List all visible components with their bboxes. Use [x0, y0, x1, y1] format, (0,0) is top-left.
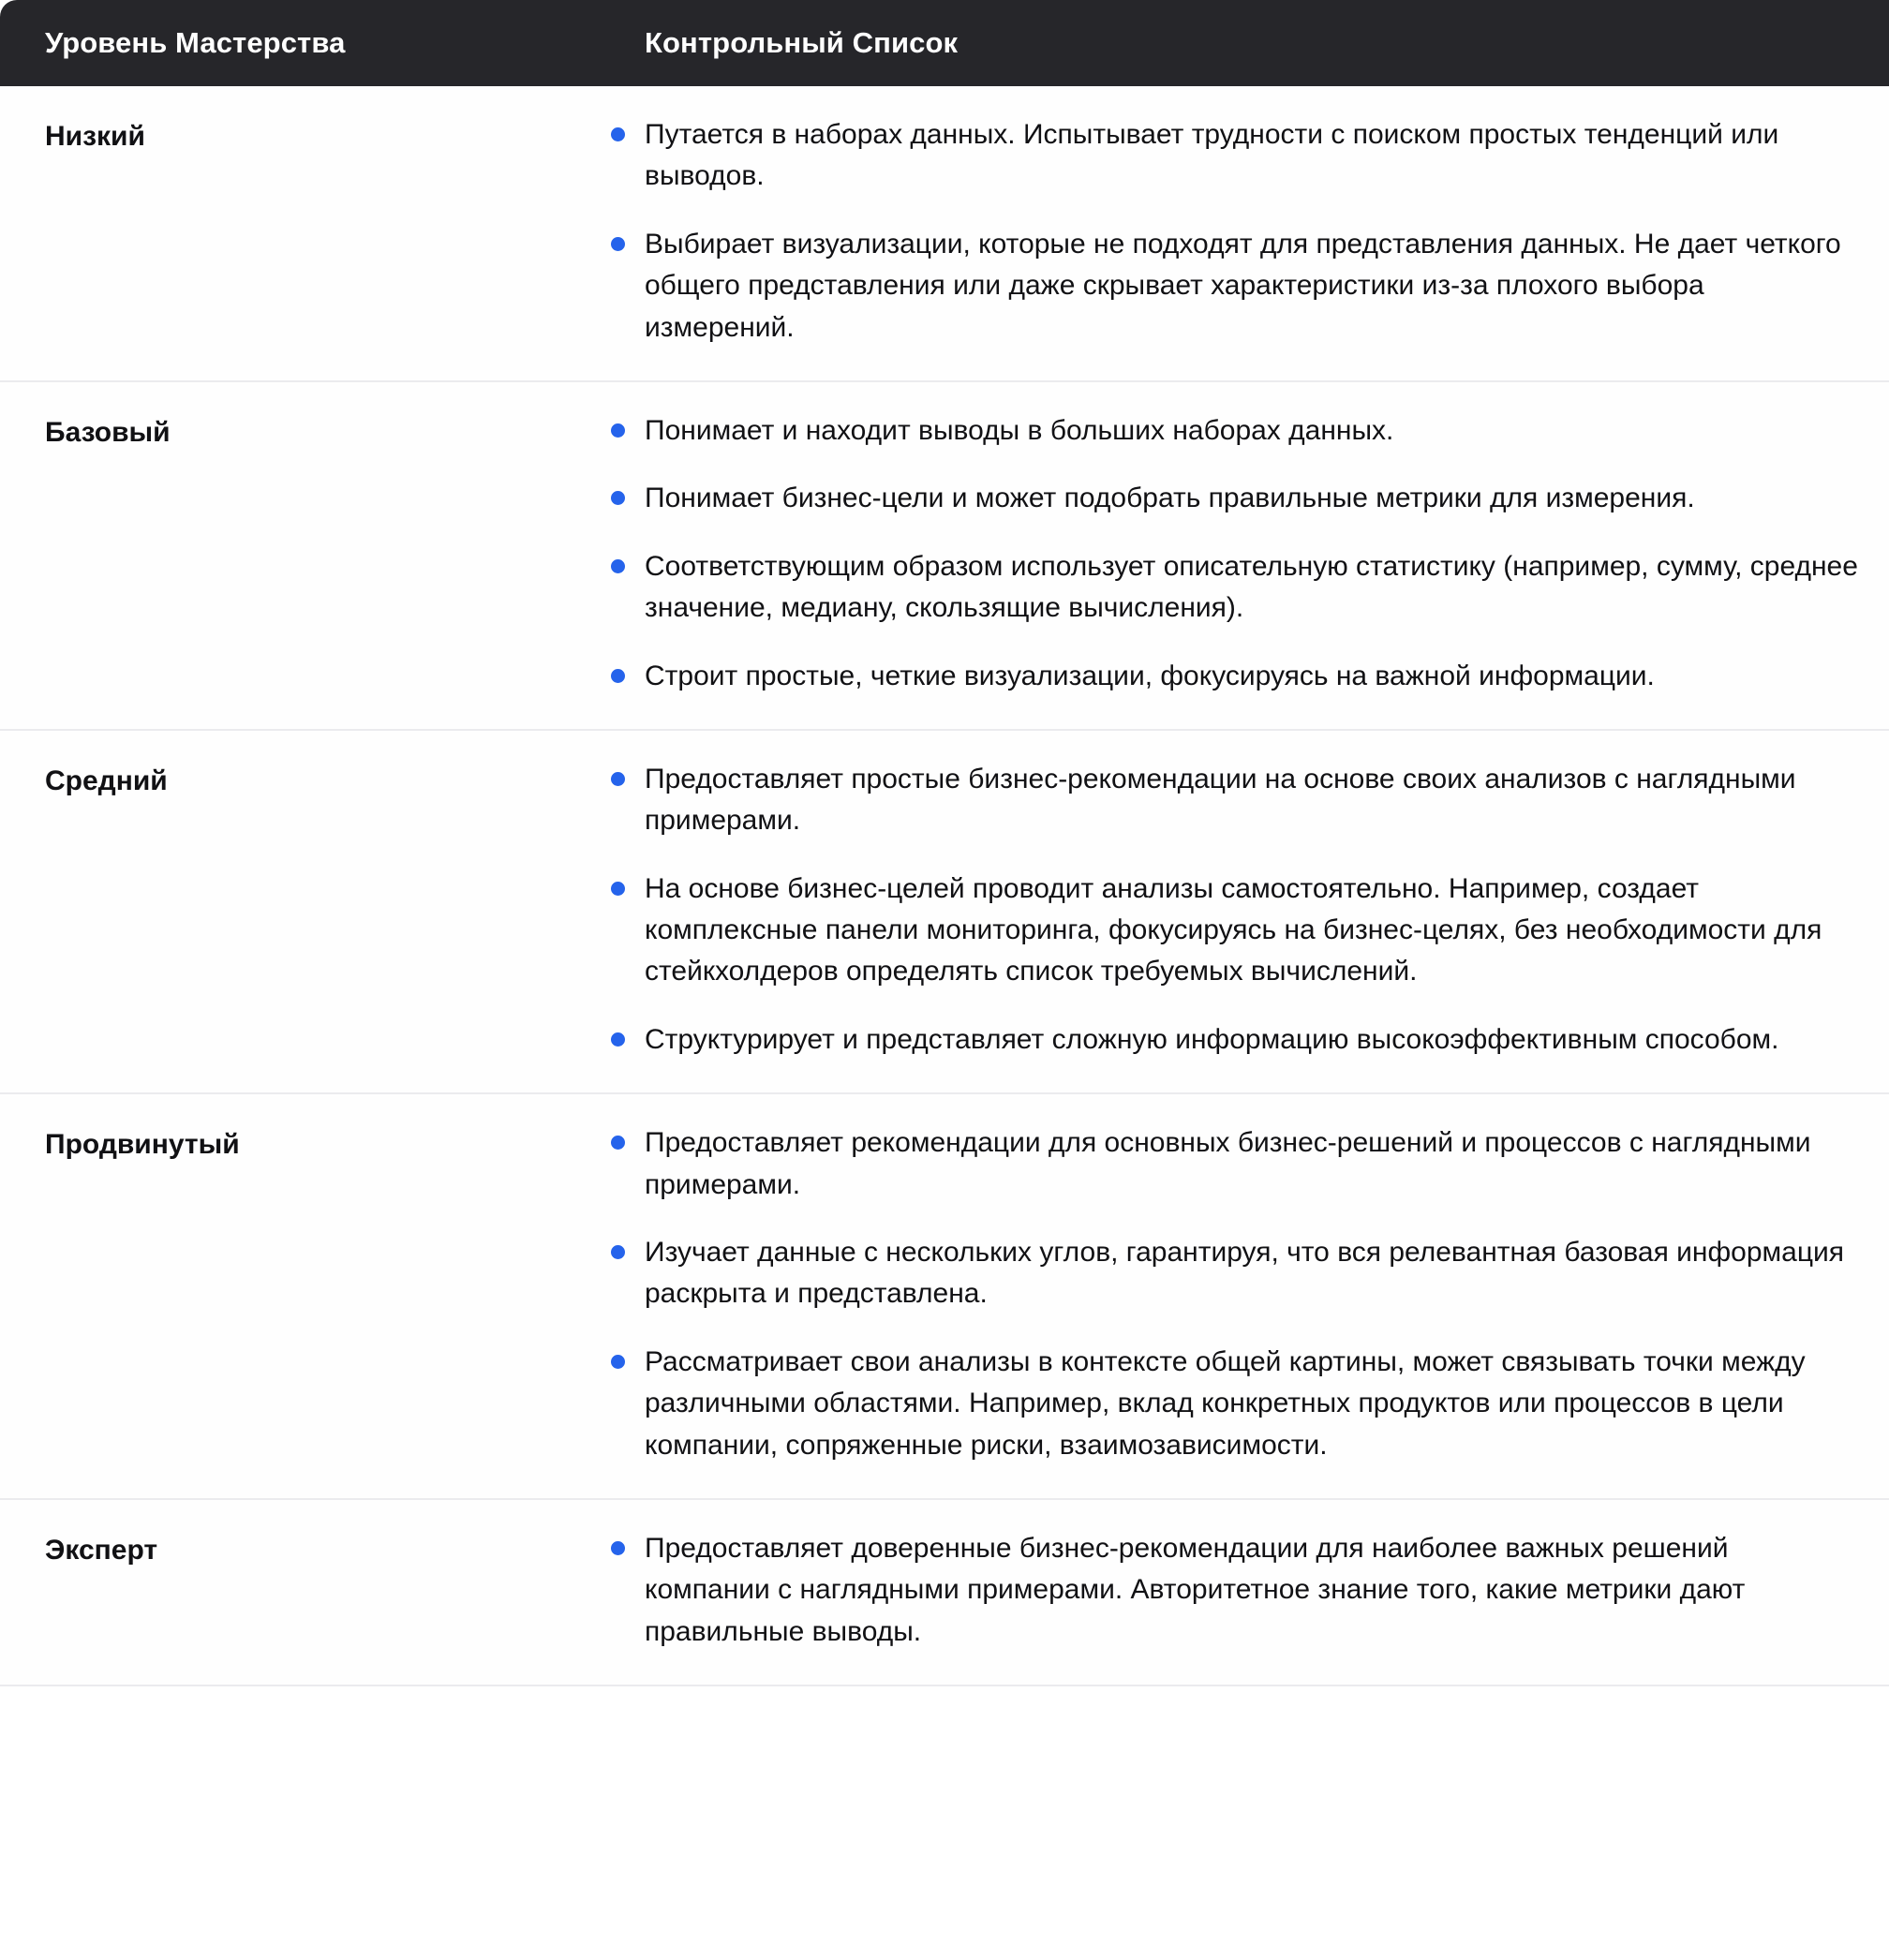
table-header	[0, 0, 1889, 86]
bullet-dot-icon	[611, 1541, 625, 1555]
table-row	[0, 1093, 1889, 1499]
checklist-item-text: Понимает бизнес-цели и может подобрать правильные метрики для измерения.	[645, 483, 1695, 514]
checklist-item	[600, 224, 1861, 349]
checklist-item-text: На основе бизнес-целей проводит анализы самостоятельно. Например, создает комплексные панели мониторинга, фокусируясь на бизнес-целях, без необходимости для стейкхолдеров определять список требуемых вычислений.	[645, 872, 1822, 987]
table-body	[0, 86, 1889, 1685]
bullet-dot-icon	[611, 1032, 625, 1047]
bullet-dot-icon	[611, 127, 625, 141]
checklist-item-text: Предоставляет доверенные бизнес-рекомендации для наиболее важных решений компании с наглядными примерами. Авторитетное знание того, какие метрики дают правильные выводы.	[645, 1532, 1746, 1647]
level-label: Средний	[45, 765, 168, 796]
bullet-dot-icon	[611, 669, 625, 683]
checklist-item-text: Выбирает визуализации, которые не подходят для представления данных. Не дает четкого общего представления или даже скрывает характеристики из-за плохого выбора измерений.	[645, 228, 1841, 343]
checklist-item-text: Строит простые, четкие визуализации, фокусируясь на важной информации.	[645, 660, 1655, 691]
level-label: Продвинутый	[45, 1129, 240, 1161]
checklist-cell	[600, 381, 1889, 730]
level-cell	[0, 730, 600, 1093]
bullet-dot-icon	[611, 1245, 625, 1259]
bullet-dot-icon	[611, 237, 625, 251]
checklist-item	[600, 1019, 1861, 1061]
checklist-item	[600, 410, 1861, 452]
checklist-item	[600, 1122, 1861, 1206]
bullet-dot-icon	[611, 772, 625, 786]
checklist	[600, 410, 1861, 697]
level-cell	[0, 1499, 600, 1685]
checklist-item	[600, 759, 1861, 842]
level-cell	[0, 381, 600, 730]
bullet-dot-icon	[611, 1136, 625, 1150]
table-row	[0, 1499, 1889, 1685]
checklist-item	[600, 546, 1861, 630]
column-header-level: Уровень Мастерства	[0, 0, 600, 86]
table-row	[0, 86, 1889, 381]
level-cell	[0, 1093, 600, 1499]
checklist-item	[600, 869, 1861, 993]
bullet-dot-icon	[611, 1355, 625, 1369]
level-label: Базовый	[45, 416, 171, 448]
bullet-dot-icon	[611, 882, 625, 896]
level-cell	[0, 86, 600, 381]
table-header-row	[0, 0, 1889, 86]
checklist	[600, 1528, 1861, 1653]
checklist-item	[600, 1528, 1861, 1653]
checklist-item-text: Структурирует и представляет сложную информацию высокоэффективным способом.	[645, 1023, 1779, 1055]
checklist-item	[600, 1342, 1861, 1466]
checklist-cell	[600, 86, 1889, 381]
level-label: Эксперт	[45, 1534, 158, 1566]
checklist-item	[600, 656, 1861, 697]
level-label: Низкий	[45, 121, 145, 152]
checklist-item	[600, 1232, 1861, 1315]
checklist-cell	[600, 1093, 1889, 1499]
checklist-item-text: Понимает и находит выводы в больших наборах данных.	[645, 414, 1394, 446]
checklist-item-text: Путается в наборах данных. Испытывает трудности с поиском простых тенденций или выводов.	[645, 119, 1779, 192]
bullet-dot-icon	[611, 423, 625, 438]
checklist	[600, 114, 1861, 349]
checklist-item-text: Рассматривает свои анализы в контексте общей картины, может связывать точки между различными областями. Например, вклад конкретных продуктов или процессов в цели компании, сопряженные риски, взаимозависимости.	[645, 1345, 1806, 1461]
checklist-cell	[600, 1499, 1889, 1685]
checklist-item-text: Предоставляет простые бизнес-рекомендации на основе своих анализов с наглядными примерами.	[645, 763, 1796, 837]
checklist	[600, 1122, 1861, 1466]
column-header-checklist: Контрольный Список	[600, 0, 1889, 86]
table-row	[0, 730, 1889, 1093]
checklist	[600, 759, 1861, 1061]
bullet-dot-icon	[611, 559, 625, 573]
checklist-item	[600, 478, 1861, 519]
checklist-item-text: Предоставляет рекомендации для основных бизнес-решений и процессов с наглядными примерами.	[645, 1127, 1811, 1200]
checklist-item	[600, 114, 1861, 198]
checklist-item-text: Соответствующим образом использует описательную статистику (например, сумму, среднее значение, медиану, скользящие вычисления).	[645, 550, 1858, 624]
checklist-cell	[600, 730, 1889, 1093]
bullet-dot-icon	[611, 491, 625, 505]
table-row	[0, 381, 1889, 730]
checklist-item-text: Изучает данные с нескольких углов, гарантируя, что вся релевантная базовая информация раскрыта и представлена.	[645, 1237, 1845, 1310]
